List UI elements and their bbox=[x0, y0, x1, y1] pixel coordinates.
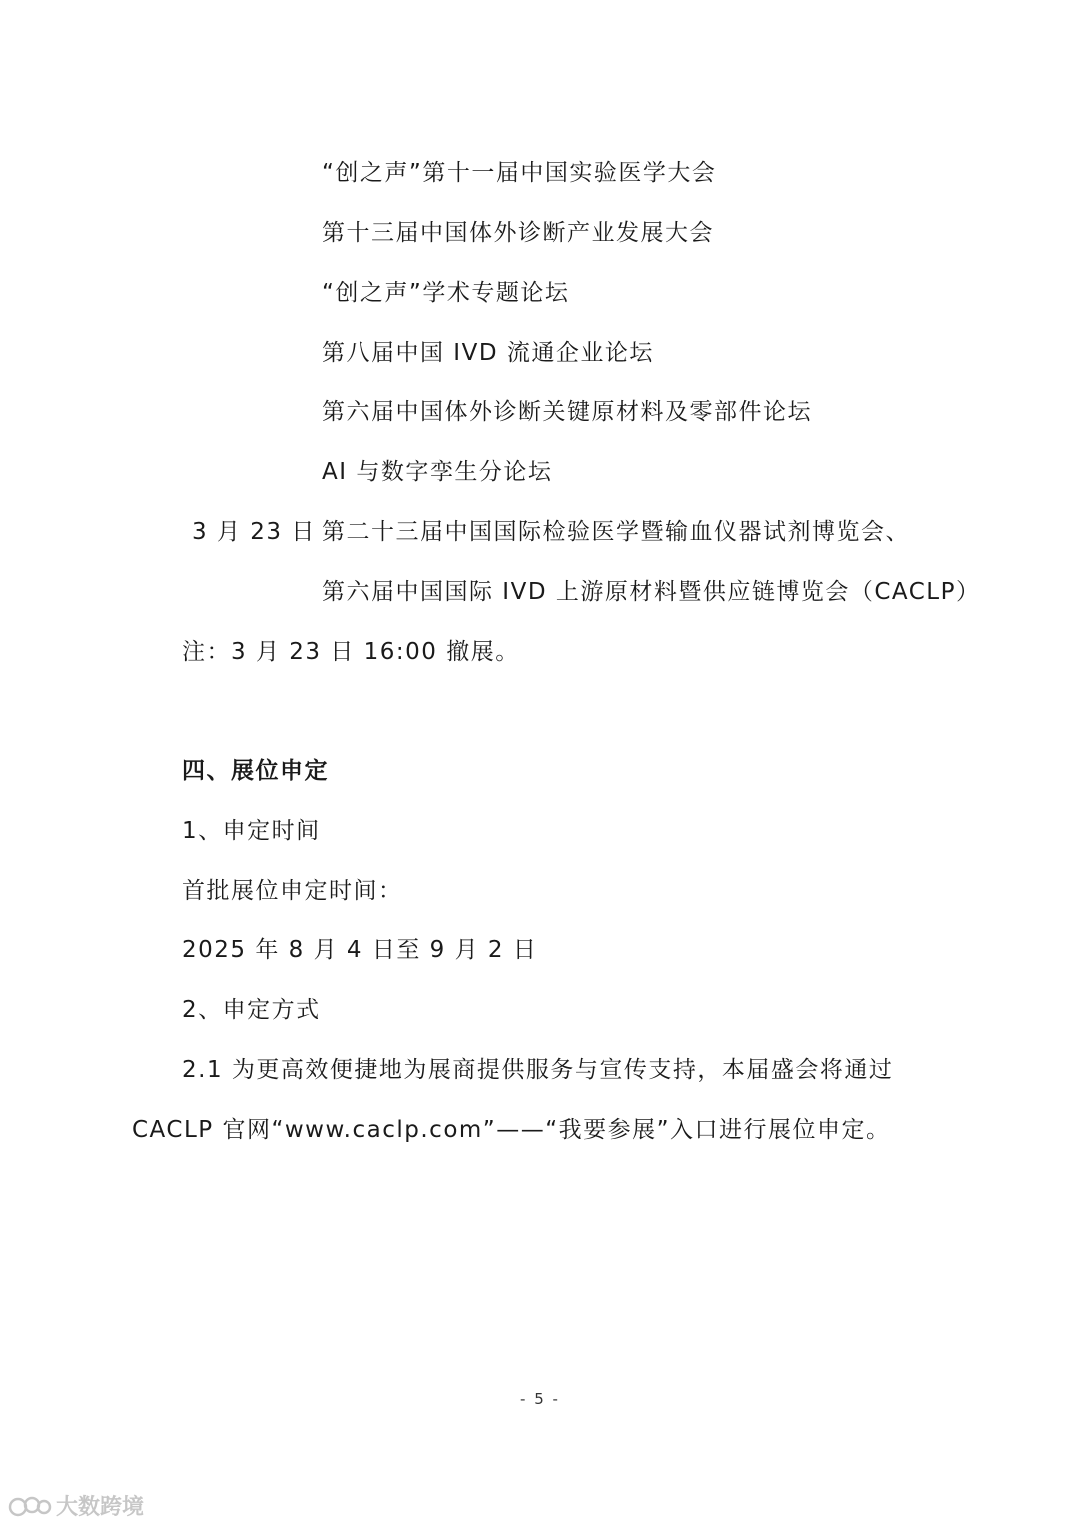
note-text: 注：3 月 23 日 16:00 撤展。 bbox=[182, 639, 520, 665]
forum-line-5: 第六届中国体外诊断关键原材料及零部件论坛 bbox=[322, 399, 812, 425]
section-heading: 四、展位申定 bbox=[182, 758, 329, 784]
forum-line-6: AI 与数字孪生分论坛 bbox=[322, 459, 553, 485]
first-batch-dates: 2025 年 8 月 4 日至 9 月 2 日 bbox=[182, 937, 538, 963]
page-number: - 5 - bbox=[520, 1390, 560, 1408]
forum-line-3: “创之声”学术专题论坛 bbox=[322, 280, 570, 306]
exhibition-date: 3 月 23 日 bbox=[192, 519, 316, 545]
watermark-logo-icon bbox=[8, 1493, 52, 1519]
first-batch-label: 首批展位申定时间： bbox=[182, 878, 403, 904]
watermark bbox=[8, 1490, 144, 1521]
subsection-1-title: 1、申定时间 bbox=[182, 818, 321, 844]
paragraph-2-1-line-2: CACLP 官网“www.caclp.com”——“我要参展”入口进行展位申定。 bbox=[132, 1117, 891, 1143]
exhibition-line-1: 第二十三届中国国际检验医学暨输血仪器试剂博览会、 bbox=[322, 519, 910, 545]
exhibition-line-2: 第六届中国国际 IVD 上游原材料暨供应链博览会（CACLP） bbox=[322, 579, 981, 605]
watermark-text: 大数跨境 bbox=[56, 1495, 145, 1520]
paragraph-2-1-line-1: 2.1 为更高效便捷地为展商提供服务与宣传支持，本届盛会将通过 bbox=[182, 1057, 894, 1083]
forum-line-2: 第十三届中国体外诊断产业发展大会 bbox=[322, 220, 714, 246]
subsection-2-title: 2、申定方式 bbox=[182, 997, 321, 1023]
forum-line-1: “创之声”第十一届中国实验医学大会 bbox=[322, 160, 717, 186]
forum-line-4: 第八届中国 IVD 流通企业论坛 bbox=[322, 340, 654, 366]
